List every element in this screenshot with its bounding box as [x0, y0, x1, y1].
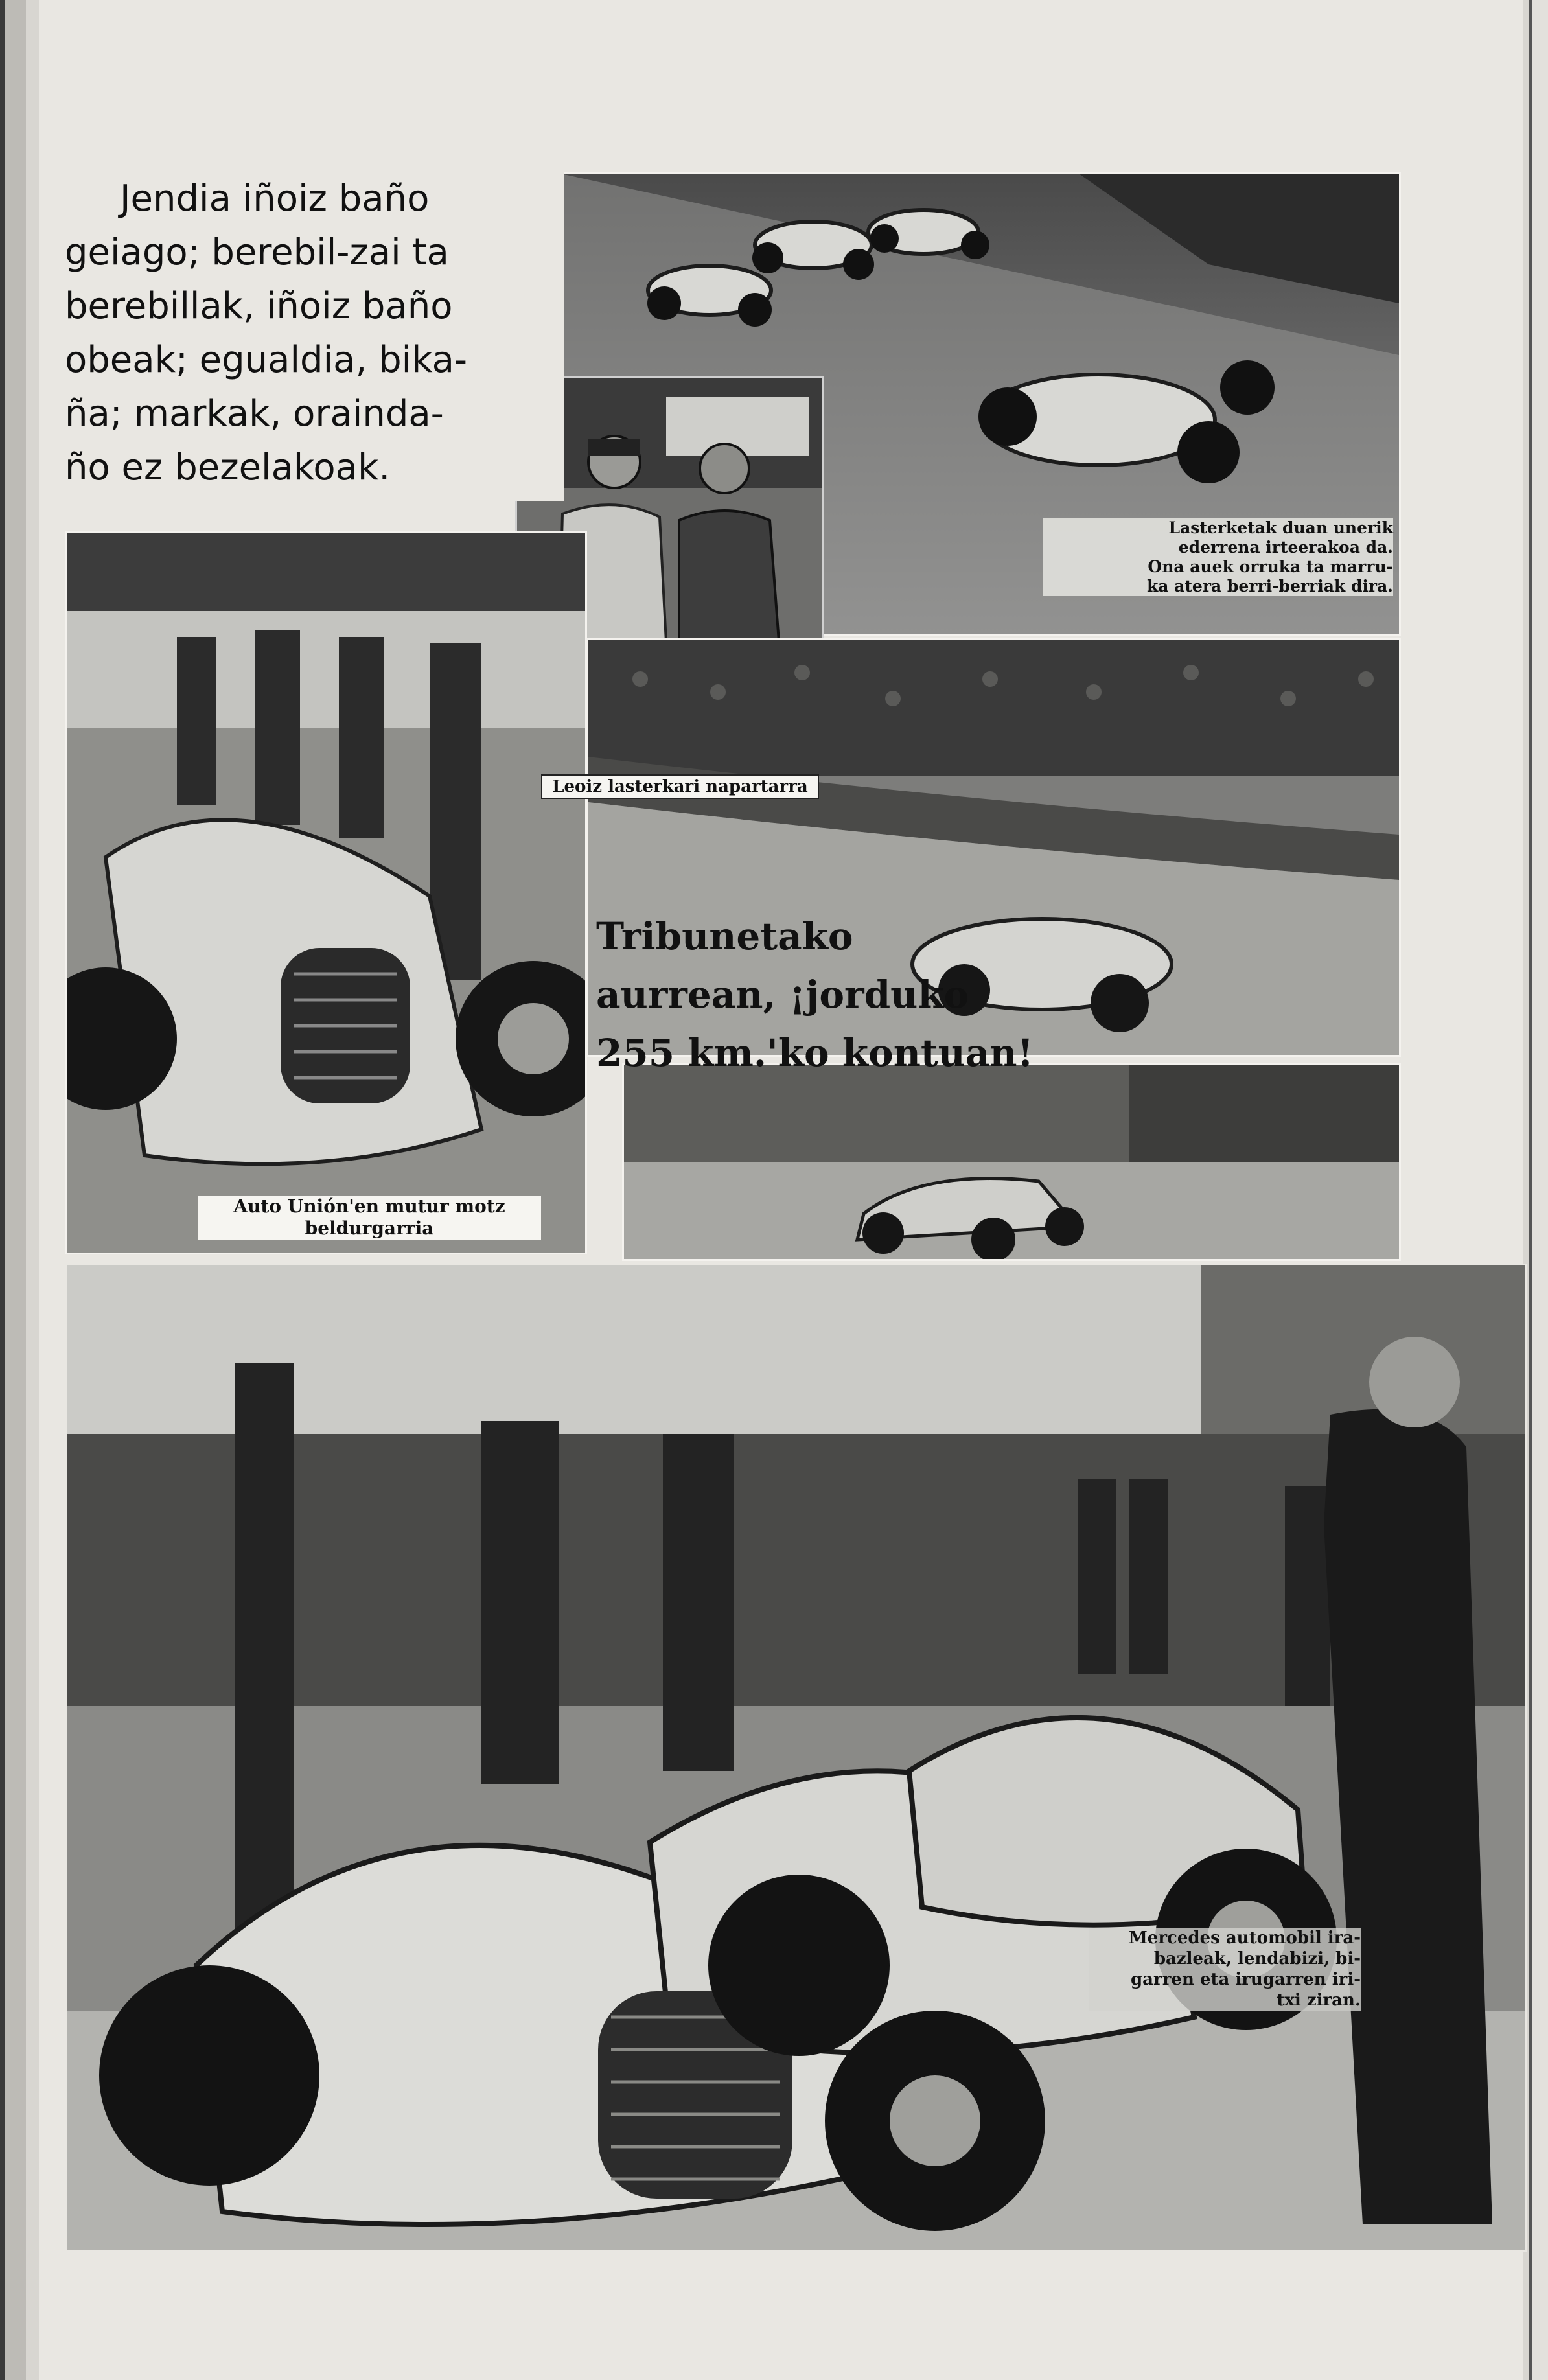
intro-line: berebillak, iñoiz baño — [65, 285, 453, 327]
headline-line: 255 km.'ko kontuan! — [596, 1031, 1034, 1075]
photo-street-racer — [622, 1063, 1401, 1261]
intro-line: ño ez bezelakoak. — [65, 446, 391, 489]
caption-auto-union — [198, 1196, 541, 1240]
headline-line: Tribunetako — [596, 914, 853, 958]
intro-text — [65, 172, 564, 501]
caption-line: Auto Unión'en mutur motz — [233, 1196, 505, 1217]
intro-line: Jendia iñoiz baño — [120, 178, 430, 220]
caption-line: txi ziran. — [1277, 1991, 1361, 2010]
caption-leoiz — [541, 774, 819, 799]
photo-mercedes-cars — [65, 1264, 1527, 2252]
intro-line: obeak; egualdia, bika- — [65, 339, 468, 381]
caption-line: beldurgarria — [305, 1218, 434, 1239]
caption-line: ederrena irteerakoa da. — [1178, 538, 1393, 557]
headline-line: aurrean, ¡jorduko — [596, 973, 969, 1017]
caption-line: Lasterketak duan unerik — [1168, 518, 1393, 537]
caption-line: Leoiz lasterkari napartarra — [552, 777, 808, 796]
caption-line: Ona auek orruka ta marru- — [1148, 557, 1393, 576]
binding-gutter-left — [0, 0, 39, 2380]
caption-mercedes — [1089, 1928, 1361, 2011]
caption-line: bazleak, lendabizi, bi- — [1153, 1949, 1361, 1969]
headline — [596, 907, 1050, 1082]
caption-line: Mercedes automobil ira- — [1129, 1928, 1361, 1948]
caption-line: garren eta irugarren iri- — [1130, 1970, 1361, 1989]
intro-line: ña; markak, orainda- — [65, 393, 444, 435]
caption-race-start — [1043, 518, 1393, 596]
intro-line: geiago; berebil-zai ta — [65, 231, 449, 273]
caption-line: ka atera berri-berriak dira. — [1146, 577, 1393, 595]
photo-auto-union-front — [65, 531, 587, 1254]
